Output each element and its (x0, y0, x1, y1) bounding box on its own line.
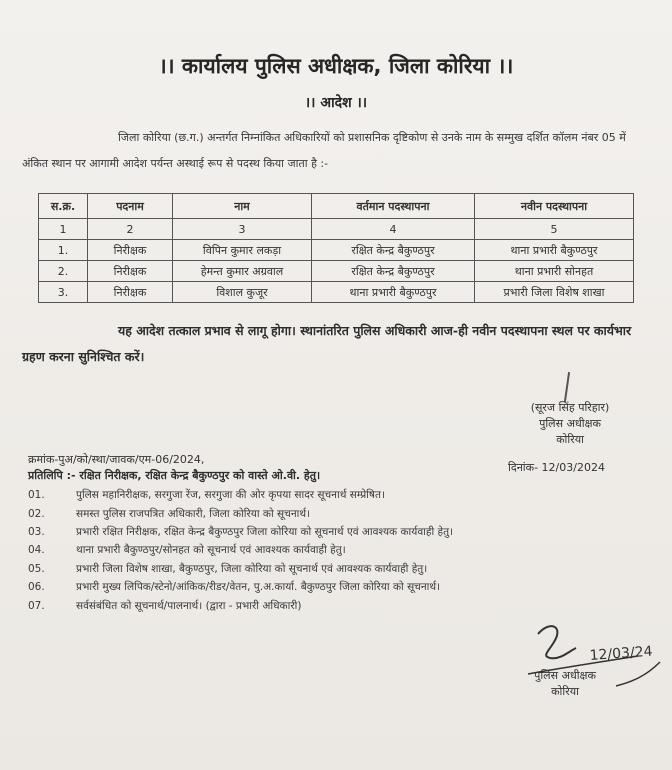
transfer-table (38, 193, 634, 303)
intro-text: जिला कोरिया (छ.ग.) अन्तर्गत निम्नांकित अधिकारियों को प्रशासनिक दृष्टिकोण से उनके नाम के सम्मुख दर्शित कॉलम नंबर 05 में अंकित स्थान पर आगामी आदेश पर्यन्त अस्थाई रूप से पदस्थ किया जाता है :- (22, 131, 626, 170)
signatory-name: (सूरज सिंह परिहार) (530, 401, 610, 414)
list-item (28, 578, 648, 596)
cell-designation: निरीक्षक (88, 261, 173, 282)
signatory2-district: कोरिया (551, 685, 579, 698)
cell-designation: निरीक्षक (88, 282, 173, 303)
cell-name: हेमन्त कुमार अग्रवाल (173, 261, 312, 282)
cell-new-posting: प्रभारी जिला विशेष शाखा (475, 282, 634, 303)
item-number: 04. (28, 544, 45, 557)
signatory-designation: पुलिस अधीक्षक (539, 417, 601, 430)
cell-current-posting: रक्षित केन्द्र बैकुण्ठपुर (312, 261, 475, 282)
cell-current-posting: रक्षित केन्द्र बैकुण्ठपुर (312, 240, 475, 261)
copy-to-line: प्रतिलिपि :- रक्षित निरीक्षक, रक्षित केन्द्र बैकुण्ठपुर को वास्ते ओ.वी. हेतु। (28, 469, 321, 482)
column-number: 4 (312, 219, 475, 240)
item-number: 01. (28, 489, 45, 502)
item-number: 06. (28, 581, 45, 594)
item-number: 05. (28, 562, 45, 575)
item-number: 03. (28, 525, 45, 538)
item-number: 07. (28, 599, 45, 612)
effect-text: यह आदेश तत्काल प्रभाव से लागू होगा। स्थानांतरित पुलिस अधिकारी आज-ही नवीन पदस्थापना स्थल पर कार्यभार ग्रहण करना सुनिश्चित करें। (22, 323, 632, 364)
table-row (39, 282, 634, 303)
item-text: प्रभारी मुख्य लिपिक/स्टेनो/आंकिक/रीडर/वेतन, पु.अ.कार्या. बैकुण्ठपुर जिला कोरिया को सूचनार्थ। (76, 581, 441, 594)
handwritten-date: 12/03/24 (589, 643, 654, 664)
order-date: दिनांक- 12/03/2024 (508, 461, 605, 474)
signature-block (490, 400, 650, 448)
col-header-serial: स.क्र. (39, 194, 88, 219)
col-header-new-posting: नवीन पदस्थापना (475, 194, 634, 219)
effect-paragraph (22, 318, 652, 370)
column-number-row (39, 219, 634, 240)
list-item (28, 504, 648, 522)
list-item (28, 486, 648, 504)
item-text: सर्वसंबंधित को सूचनार्थ/पालनार्थ। (द्वारा - प्रभारी अधिकारी) (76, 599, 302, 612)
table-row (39, 261, 634, 282)
item-text: प्रभारी जिला विशेष शाखा, बैकुण्ठपुर, जिला कोरिया को सूचनार्थ एवं आवश्यक कार्यवाही हेतु। (76, 562, 428, 575)
cell-name: विपिन कुमार लकड़ा (173, 240, 312, 261)
item-number: 02. (28, 507, 45, 520)
list-item (28, 541, 648, 559)
item-text: समस्त पुलिस राजपत्रित अधिकारी, जिला कोरिया को सूचनार्थ। (76, 507, 311, 520)
signature-block-2 (500, 668, 630, 700)
table-header-row (39, 194, 634, 219)
col-header-name: नाम (173, 194, 312, 219)
order-heading: ।। आदेश ।। (304, 95, 368, 111)
signatory-district: कोरिया (556, 433, 584, 446)
item-text: पुलिस महानिरीक्षक, सरगुजा रेंज, सरगुजा की ओर कृपया सादर सूचनार्थ सम्प्रेषित। (76, 489, 385, 502)
cell-designation: निरीक्षक (88, 240, 173, 261)
item-text: प्रभारी रक्षित निरीक्षक, रक्षित केन्द्र बैकुण्ठपुर जिला कोरिया को सूचनार्थ एवं आवश्यक कार्यवाही हेतु। (76, 525, 454, 538)
intro-paragraph (22, 125, 652, 177)
reference-number: क्रमांक-पुअ/को/स्था/जावक/एम-06/2024, (28, 453, 205, 466)
distribution-list (28, 486, 648, 615)
signature-mark (564, 372, 570, 402)
signatory2-designation: पुलिस अधीक्षक (534, 669, 596, 682)
cell-new-posting: थाना प्रभारी सोनहत (475, 261, 634, 282)
item-text: थाना प्रभारी बैकुण्ठपुर/सोनहत को सूचनार्थ एवं आवश्यक कार्यवाही हेतु। (76, 544, 346, 557)
cell-serial: 2. (39, 261, 88, 282)
column-number: 2 (88, 219, 173, 240)
cell-current-posting: थाना प्रभारी बैकुण्ठपुर (312, 282, 475, 303)
cell-serial: 1. (39, 240, 88, 261)
list-item (28, 560, 648, 578)
column-number: 1 (39, 219, 88, 240)
cell-name: विशाल कुजूर (173, 282, 312, 303)
col-header-designation: पदनाम (88, 194, 173, 219)
table-row (39, 240, 634, 261)
list-item (28, 523, 648, 541)
cell-new-posting: थाना प्रभारी बैकुण्ठपुर (475, 240, 634, 261)
column-number: 5 (475, 219, 634, 240)
column-number: 3 (173, 219, 312, 240)
office-title: ।। कार्यालय पुलिस अधीक्षक, जिला कोरिया ।। (158, 54, 514, 78)
cell-serial: 3. (39, 282, 88, 303)
col-header-current-posting: वर्तमान पदस्थापना (312, 194, 475, 219)
